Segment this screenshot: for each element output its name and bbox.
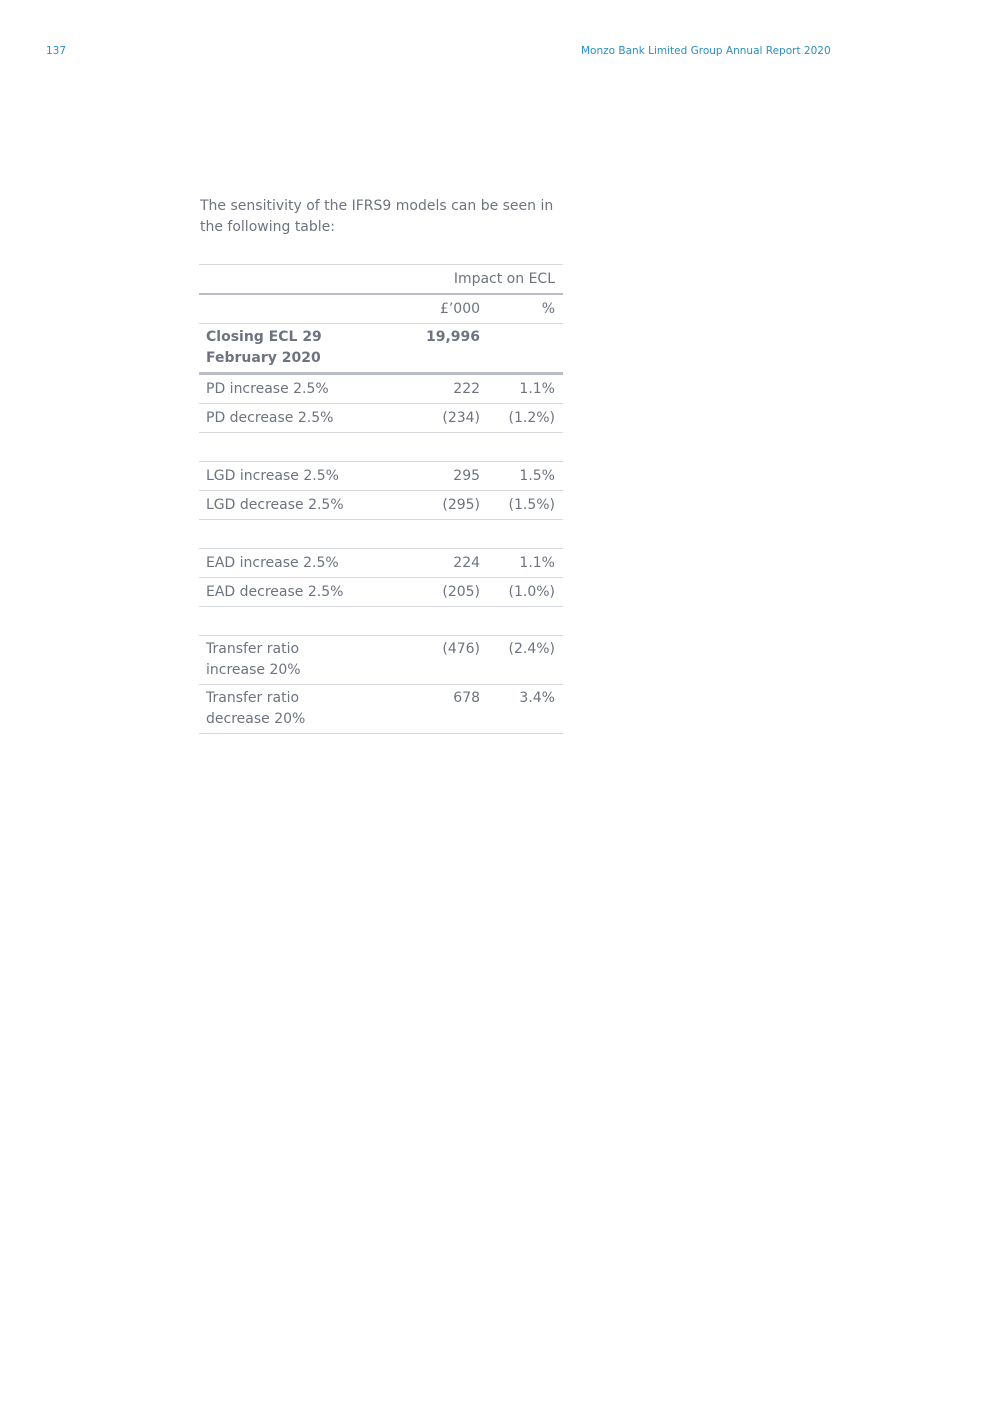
row-label: EAD increase 2.5%: [199, 549, 402, 578]
spacer-row: [199, 520, 563, 549]
units-label-cell: [199, 294, 402, 324]
row-pct: (1.2%): [480, 404, 563, 433]
table-row: [199, 578, 563, 607]
report-title: Monzo Bank Limited Group Annual Report 2020: [581, 45, 831, 57]
row-pct: 1.1%: [480, 374, 563, 404]
row-pct: 3.4%: [480, 685, 563, 734]
table-row: [199, 374, 563, 404]
row-gbp: (205): [402, 578, 480, 607]
row-gbp: 222: [402, 374, 480, 404]
table-row: [199, 404, 563, 433]
row-gbp: (295): [402, 491, 480, 520]
table-group-header-row: [199, 265, 563, 295]
ifrs9-sensitivity-table: [199, 264, 563, 734]
closing-ecl-gbp: 19,996: [402, 324, 480, 374]
table-row: [199, 549, 563, 578]
row-label: LGD increase 2.5%: [199, 462, 402, 491]
intro-text: The sensitivity of the IFRS9 models can be seen in the following table:: [200, 198, 554, 235]
spacer-row: [199, 607, 563, 636]
row-pct: (2.4%): [480, 636, 563, 685]
row-gbp: 295: [402, 462, 480, 491]
row-pct: 1.5%: [480, 462, 563, 491]
row-label: EAD decrease 2.5%: [199, 578, 402, 607]
unit-gbp-header: £’000: [402, 294, 480, 324]
row-gbp: 678: [402, 685, 480, 734]
row-pct: (1.0%): [480, 578, 563, 607]
table-row: [199, 636, 563, 685]
row-label: PD decrease 2.5%: [199, 404, 402, 433]
closing-ecl-row: [199, 324, 563, 374]
row-label: Transfer ratio increase 20%: [199, 636, 402, 685]
table-row: [199, 685, 563, 734]
row-label: LGD decrease 2.5%: [199, 491, 402, 520]
page-number: 137: [46, 45, 67, 57]
table-units-row: [199, 294, 563, 324]
impact-on-ecl-header: Impact on ECL: [199, 265, 563, 295]
row-label: Transfer ratio decrease 20%: [199, 685, 402, 734]
closing-ecl-label: Closing ECL 29 February 2020: [199, 324, 402, 374]
row-pct: (1.5%): [480, 491, 563, 520]
spacer-row: [199, 433, 563, 462]
closing-ecl-pct: [480, 324, 563, 374]
row-pct: 1.1%: [480, 549, 563, 578]
row-label: PD increase 2.5%: [199, 374, 402, 404]
table-row: [199, 462, 563, 491]
table-row: [199, 491, 563, 520]
row-gbp: (476): [402, 636, 480, 685]
unit-pct-header: %: [480, 294, 563, 324]
row-gbp: (234): [402, 404, 480, 433]
row-gbp: 224: [402, 549, 480, 578]
